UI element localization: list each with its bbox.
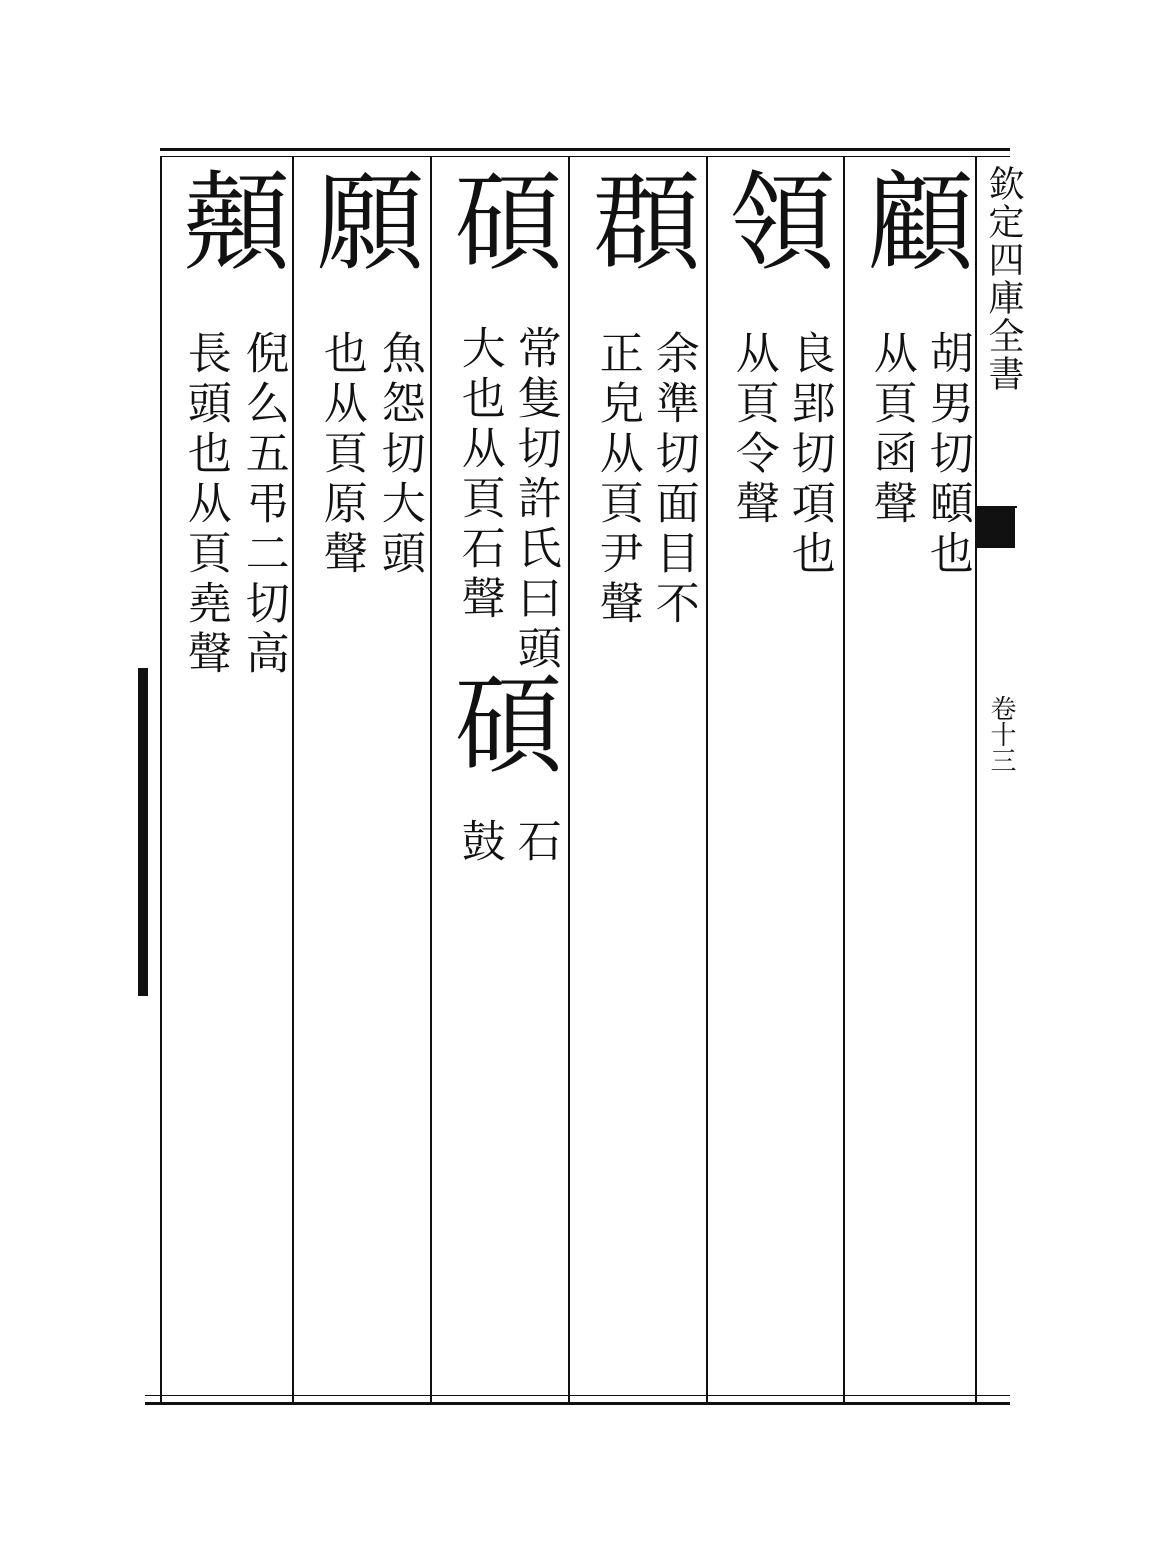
seal-character: 頵	[574, 165, 699, 273]
volume-number: 卷十三	[986, 695, 1016, 773]
gloss-line: 也从頁原聲	[315, 330, 367, 580]
column-divider	[706, 156, 708, 1404]
seal-character: 願	[298, 165, 423, 273]
seal-character: 碩	[436, 165, 561, 273]
column-divider	[568, 156, 570, 1404]
gloss-line: 良郢切項也	[783, 330, 835, 580]
gloss-line: 从頁函聲	[865, 330, 917, 530]
column-divider	[430, 156, 432, 1404]
top-border-rule-inner	[160, 156, 1010, 157]
variant-gloss: 鼓	[453, 818, 505, 868]
top-border-rule	[160, 148, 1010, 151]
gloss-line: 長頭也从頁堯聲	[179, 330, 231, 680]
bottom-border-rule-inner	[145, 1395, 1010, 1396]
gloss-line: 余準切面目不	[647, 330, 699, 630]
book-title: 欽定四庫全書	[983, 165, 1024, 393]
column-divider	[160, 156, 162, 1404]
bottom-border-rule	[145, 1402, 1010, 1405]
gloss-line: 常隻切許氏曰頭	[509, 325, 561, 675]
seal-variant-character: 碩	[436, 668, 561, 776]
seal-character: 領	[710, 165, 835, 273]
gloss-line: 倪么五弔二切高	[237, 330, 289, 680]
fishtail-mark	[977, 508, 1015, 548]
column-divider	[843, 156, 845, 1404]
seal-character: 顤	[164, 165, 289, 273]
gloss-line: 魚怨切大頭	[373, 330, 425, 580]
column-divider	[292, 156, 294, 1404]
gloss-line: 大也从頁石聲	[453, 325, 505, 625]
margin-bar	[138, 668, 148, 996]
seal-character: 顧	[848, 165, 973, 273]
variant-gloss: 石	[509, 818, 561, 868]
gloss-line: 胡男切頤也	[921, 330, 973, 580]
gloss-line: 从頁令聲	[727, 330, 779, 530]
gloss-line: 正皃从頁尹聲	[591, 330, 643, 630]
